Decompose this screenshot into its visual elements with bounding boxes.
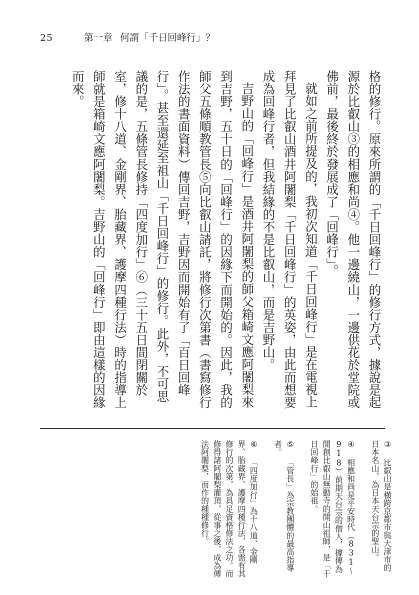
footnote-divider [40, 428, 385, 429]
footnotes [33, 440, 393, 580]
footnote-text: 比叡山是橫跨京都市與大津市的日本名山，為日本天台宗的聖山。 [370, 440, 392, 572]
chapter-label: 第一章 [84, 33, 113, 44]
footnote-text: 「管長」為宗教團體的最高指導者。 [273, 440, 295, 572]
chapter-title: 何謂「千日回峰行」？ [120, 33, 216, 44]
footnote-number: ⑤ [285, 440, 295, 450]
footnote-number: ③ [383, 440, 392, 450]
page-number: 25 [40, 33, 54, 44]
footnote-5 [271, 440, 295, 578]
paragraph-1: 格的修行。原來所謂的「千日回峰行」的修行方式，據說是起源於比叡山③的相應和尚④。他一邊繞山，一邊供花於堂院或佛前，最後終於發展成了「回峰行」。 [324, 70, 382, 409]
footnote-number: ④ [346, 440, 356, 450]
footnote-3 [369, 440, 393, 578]
footnote-number: ⑥ [249, 440, 259, 450]
main-text [45, 70, 385, 410]
paragraph-2: 就如之前所提及的，我初次知道「千日回峰行」是在電視上拜見了比叡山酒井阿闍梨「千日回峰行」的英姿，由此而想要成為回峰行者，但我結緣的不是比叡山，而是吉野山。 [260, 70, 319, 409]
paragraph-3: 吉野山的「回峰行」是酒井阿闍梨的師父箱崎文應阿闍梨來到吉野，五十日的「回峰行」的因緣下而開始的。因此，我的師父五條順教管長⑤向比叡山請託，將修行次第書（書寫修行作法的書面資料）傳回吉野，吉野因而開始有了「百日回峰行」。甚至還延至祖山「千日回峰行」的修行。此外，不可思議的是，五條管長修持「四度加行」⑥（三十五日間閉關於室，修十八道、金剛界、胎藏界、護摩四種行法）時的指導上師就是箱崎文應阿闍梨。吉野山的「回峰行」即由這樣的因緣而來。 [70, 70, 255, 409]
footnote-6 [198, 440, 259, 578]
footnote-4 [308, 440, 357, 578]
running-header [38, 32, 381, 46]
footnote-text: 「四度加行」為十八道、金剛界、胎藏界、護摩四種行法，各需有其修行的次第，為具足資格修法之功。而修得諸阿闍梨灌頂，從事之後，成為傳法阿闍梨，而作的種種修行。 [200, 440, 259, 578]
footnote-text: 相應和尚是平安時代（831～918）前期天台宗的僧人，據傳為開創比叡山無動寺的開山祖師，是「千日回峰行」的始祖。 [309, 440, 356, 578]
